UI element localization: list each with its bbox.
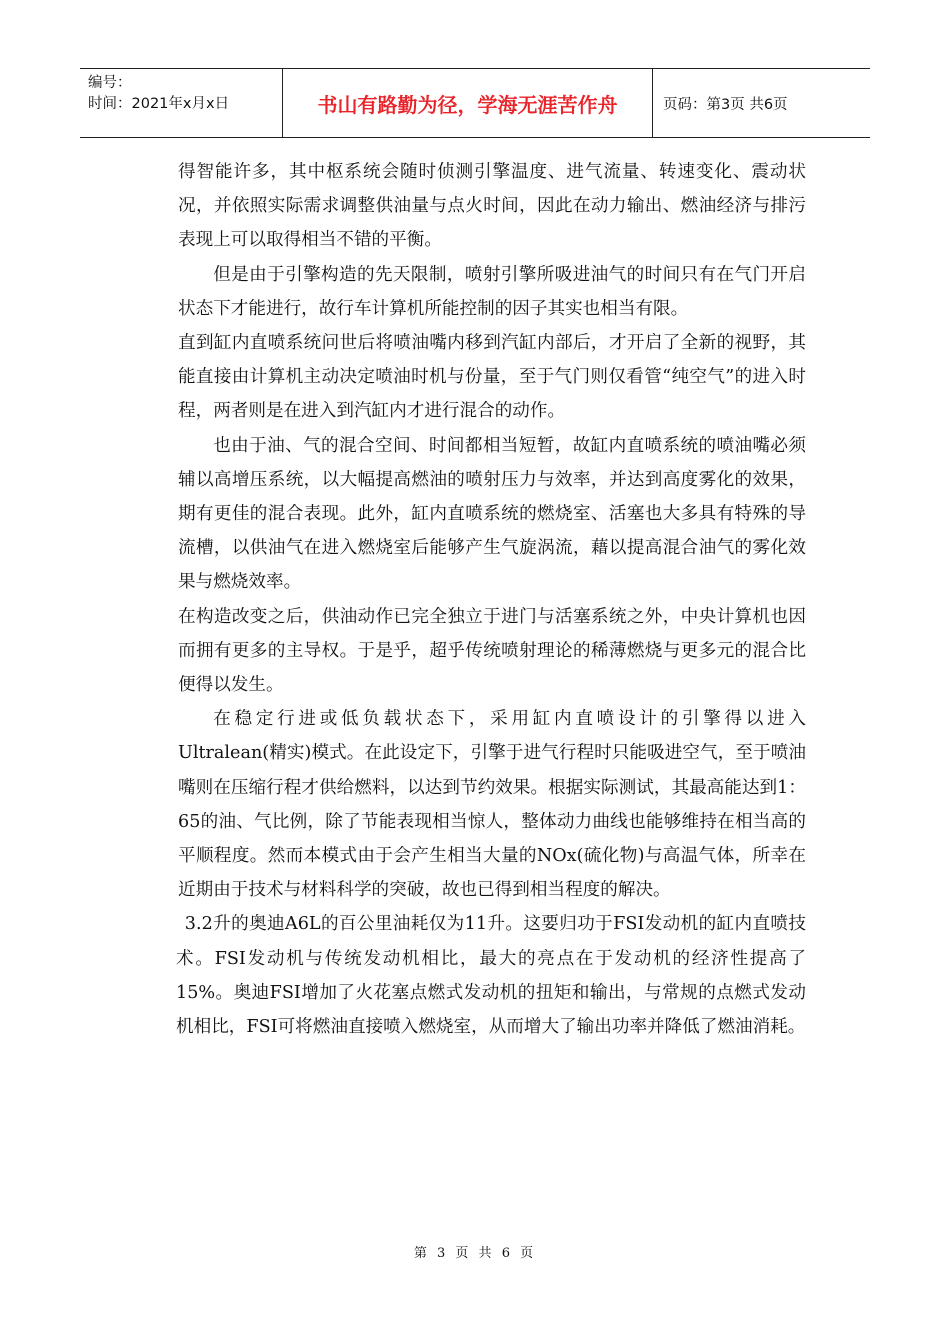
header-meta xyxy=(80,69,283,137)
page-footer: 第 3 页 共 6 页 xyxy=(413,1246,537,1261)
paragraph: 3.2升的奥迪A6L的百公里油耗仅为11升。这要归功于FSI发动机的缸内直喷技术。FSI发动机与传统发动机相比，最大的亮点在于发动机的经济性提高了15%。奥迪FSI增加了火花塞点燃式发动机的扭矩和输出，与常规的点燃式发动机相比，FSI可将燃油直接喷入燃烧室，从而增大了输出功率并降低了燃油消耗。 xyxy=(176,914,806,1038)
paragraph: 也由于油、气的混合空间、时间都相当短暂，故缸内直喷系统的喷油嘴必须辅以高增压系统，以大幅提高燃油的喷射压力与效率，并达到高度雾化的效果，期有更佳的混合表现。此外，缸内直喷系统的燃烧室、活塞也大多具有特殊的导流槽，以供油气在进入燃烧室后能够产生气旋涡流，藉以提高混合油气的雾化效果与燃烧效率。 xyxy=(178,435,806,593)
paragraph: 得智能许多，其中枢系统会随时侦测引擎温度、进气流量、转速变化、震动状况，并依照实际需求调整供油量与点火时间，因此在动力输出、燃油经济与排污表现上可以取得相当不错的平衡。 xyxy=(178,162,806,251)
header-page-info: 页码：第3页 共6页 xyxy=(663,96,788,113)
paragraph: 在稳定行进或低负载状态下，采用缸内直喷设计的引擎得以进入Ultralean(精实)模式。在此设定下，引擎于进气行程时只能吸进空气，至于喷油嘴则在压缩行程才供给燃料，以达到节约效果。根据实际测试，其最高能达到1：65的油、气比例，除了节能表现相当惊人，整体动力曲线也能够维持在相当高的平顺程度。然而本模式由于会产生相当大量的NOx(硫化物)与高温气体，所幸在近期由于技术与材料科学的突破，故也已得到相当程度的解决。 xyxy=(178,709,806,901)
document-body xyxy=(178,155,806,1044)
header-motto: 书山有路勤为径，学海无涯苦作舟 xyxy=(283,69,653,137)
paragraph: 直到缸内直喷系统问世后将喷油嘴内移到汽缸内部后，才开启了全新的视野，其能直接由计算机主动决定喷油时机与份量，至于气门则仅看管“纯空气”的进入时程，两者则是在进入到汽缸内才进行混合的动作。 xyxy=(178,333,806,422)
paragraph: 在构造改变之后，供油动作已完全独立于进门与活塞系统之外，中央计算机也因而拥有更多的主导权。于是乎，超乎传统喷射理论的稀薄燃烧与更多元的混合比便得以发生。 xyxy=(178,606,806,696)
document-time-label: 时间：2021年x月x日 xyxy=(88,96,230,112)
document-number-label: 编号： xyxy=(88,75,132,91)
paragraph: 但是由于引擎构造的先天限制，喷射引擎所吸进油气的时间只有在气门开启状态下才能进行，故行车计算机所能控制的因子其实也相当有限。 xyxy=(178,264,806,319)
page-header xyxy=(80,68,870,138)
